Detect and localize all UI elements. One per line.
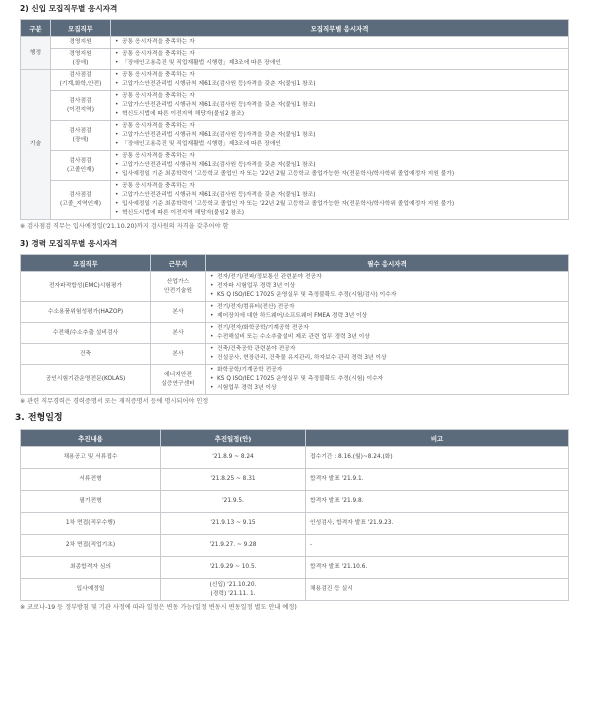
schedule-table-body	[21, 447, 569, 601]
table-row	[21, 491, 569, 513]
qualification-list	[210, 345, 564, 363]
schedule-date-cell	[161, 447, 306, 469]
workplace-line: 에너지안전	[164, 371, 192, 378]
qualification-cell	[111, 37, 569, 49]
schedule-date-line: '21.9.5.	[222, 498, 244, 504]
header-required-qualification: 필수 응시자격	[206, 255, 569, 272]
qualification-item: • 화학공학/기계공학 전공자	[210, 366, 564, 375]
table-row	[21, 535, 569, 557]
qualification-cell	[111, 151, 569, 181]
qualification-item: • KS Q ISO/IEC 17025 운영실무 및 측정불확도 추정(시험) 이수자	[210, 375, 564, 384]
qualification-item: • 공통 응시자격을 충족하는 자	[115, 92, 564, 101]
schedule-table	[20, 429, 569, 601]
schedule-date-line: '21.9.27. ~ 9.28	[209, 542, 257, 548]
schedule-date-line: '21.9.29 ~ 10.5.	[209, 564, 257, 570]
schedule-remark-cell: 인성검사, 합격자 발표 '21.9.23.	[306, 513, 569, 535]
experienced-qualification-table	[20, 254, 569, 395]
job-cell	[51, 151, 111, 181]
qualification-item: • 수전해설비 또는 수소추출설비 제조 관련 업무 경력 3년 이상	[210, 333, 564, 342]
table-row	[21, 37, 569, 49]
qualification-cell	[111, 121, 569, 151]
schedule-date-cell	[161, 469, 306, 491]
category-cell: 기술	[21, 70, 51, 220]
table-row	[21, 181, 569, 220]
qualification-item: • 「장애인고용촉진 및 직업재활법 시행령」제3조에 따른 장애인	[115, 140, 564, 149]
schedule-item-cell: 입사예정일	[21, 579, 161, 601]
qualification-item: • 입사예정일 기준 최종학력이 '고등학교 졸업인 자 또는 '22년 2월 고등학교 졸업가능한 자(전문학사/학사학위 졸업예정자 지원 불가)	[115, 200, 564, 209]
table-row	[21, 365, 569, 395]
job-cell	[51, 49, 111, 70]
workplace-cell	[151, 302, 206, 323]
table-row	[21, 579, 569, 601]
qualification-item: • 전자/전기/전파/정보통신 관련분야 전공자	[210, 273, 564, 282]
job-cell: 수소용품위험성평가(HAZOP)	[21, 302, 151, 323]
schedule-date-line: '21.9.13 ~ 9.15	[210, 520, 256, 526]
job-cell: 건축	[21, 344, 151, 365]
job-name-line: (기계,화학,안전)	[59, 81, 102, 87]
schedule-remark-cell: 합격자 발표 '21.9.8.	[306, 491, 569, 513]
schedule-note: ※ 코로나-19 등 정부방침 및 기관 사정에 따라 일정은 변동 가능(일정 변동시 변동일정 별도 안내 예정)	[20, 604, 297, 611]
job-cell	[51, 37, 111, 49]
schedule-item-cell: 필기전형	[21, 491, 161, 513]
section-title-schedule: 3. 전형일정	[15, 413, 63, 423]
qualification-item: • 공통 응시자격을 충족하는 자	[115, 152, 564, 161]
job-name-line: 경영지원	[69, 51, 92, 57]
table-row	[21, 49, 569, 70]
qualification-list	[210, 324, 564, 342]
job-name-line: (고졸_지역인재)	[59, 201, 102, 207]
workplace-line: 본사	[172, 329, 184, 336]
job-name-line: 검사점검	[69, 127, 92, 134]
qualification-cell	[206, 272, 569, 302]
qualification-cell	[111, 70, 569, 91]
qualification-item: • 혁신도시법에 따른 이전지역 해당자(붙임2 참조)	[115, 110, 564, 119]
qualification-item: • 공통 응시자격을 충족하는 자	[115, 50, 564, 59]
qualification-item: • 고압가스안전관리법 시행규칙 제61조(검사원 등)자격을 갖춘 자(붙임1 참조)	[115, 191, 564, 200]
qualification-list	[115, 38, 564, 47]
schedule-date-cell	[161, 579, 306, 601]
header-job: 모집직무	[21, 255, 151, 272]
schedule-item-cell: 2차 면접(직업기초)	[21, 535, 161, 557]
header-date: 추진일정(안)	[161, 430, 306, 447]
qualification-item: • 건축/건축공학 관련분야 전공자	[210, 345, 564, 354]
job-cell	[51, 91, 111, 121]
qualification-item: • 전자파 시험업무 경력 3년 이상	[210, 282, 564, 291]
job-name-line: 검사점검	[69, 157, 92, 164]
workplace-cell	[151, 344, 206, 365]
job-name-line: 경영지원	[69, 39, 92, 45]
schedule-date-cell	[161, 535, 306, 557]
qualification-cell	[206, 365, 569, 395]
qualification-item: • 「장애인고용촉진 및 직업재활법 시행령」제3조에 따른 장애인	[115, 59, 564, 68]
qualification-list	[115, 50, 564, 68]
job-cell: 전자파적합성(EMC)시험평가	[21, 272, 151, 302]
qualification-item: • 제어장치에 대한 하드웨어/소프트웨어 FMEA 경력 3년 이상	[210, 312, 564, 321]
experienced-table-body	[21, 272, 569, 395]
job-name-line: 검사점검	[69, 97, 92, 104]
table-row	[21, 344, 569, 365]
qualification-item: • 공통 응시자격을 충족하는 자	[115, 38, 564, 47]
schedule-item-cell: 채용공고 및 서류접수	[21, 447, 161, 469]
workplace-line: 본사	[172, 350, 184, 357]
qualification-list	[210, 273, 564, 300]
qualification-list	[210, 303, 564, 321]
qualification-item: • 공통 응시자격을 충족하는 자	[115, 122, 564, 131]
header-item: 추진내용	[21, 430, 161, 447]
qualification-item: • 시험업무 경력 3년 이상	[210, 384, 564, 393]
schedule-date-cell	[161, 491, 306, 513]
job-cell	[51, 121, 111, 151]
header-workplace: 근무지	[151, 255, 206, 272]
schedule-remark-cell: 합격자 발표 '21.9.1.	[306, 469, 569, 491]
header-remark: 비고	[306, 430, 569, 447]
job-cell: 수전해/수소추출 설비검사	[21, 323, 151, 344]
qualification-cell	[111, 49, 569, 70]
qualification-cell	[111, 181, 569, 220]
workplace-cell	[151, 323, 206, 344]
table-row	[21, 323, 569, 344]
qualification-item: • 건설공사, 현장관리, 건축물 유지관리, 하자보수 관리 경력 3년 이상	[210, 354, 564, 363]
workplace-cell	[151, 365, 206, 395]
qualification-cell	[206, 323, 569, 344]
schedule-date-line: (경력) '21.11. 1.	[210, 590, 256, 597]
new-hire-note: ※ 검사점검 직무는 입사예정일('21.10.20)까지 검사원의 자격을 갖추어야 함	[20, 223, 229, 230]
qualification-item: • 혁신도시법에 따른 이전지역 해당자(붙임2 참조)	[115, 209, 564, 218]
table-row	[21, 447, 569, 469]
schedule-remark-cell: -	[306, 535, 569, 557]
schedule-item-cell: 서류전형	[21, 469, 161, 491]
schedule-date-line: '21.8.25 ~ 8.31	[210, 476, 256, 482]
category-cell: 행정	[21, 37, 51, 70]
table-row	[21, 469, 569, 491]
qualification-item: • 입사예정일 기준 최종학력이 '고등학교 졸업인 자 또는 '22년 2월 고등학교 졸업가능한 자(전문학사/학사학위 졸업예정자 지원 불가)	[115, 170, 564, 179]
job-cell	[51, 70, 111, 91]
schedule-remark-cell: 접수기간 : 8.16.(월)~8.24.(화)	[306, 447, 569, 469]
qualification-item: • 공통 응시자격을 충족하는 자	[115, 71, 564, 80]
qualification-cell	[206, 344, 569, 365]
qualification-item: • 고압가스안전관리법 시행규칙 제61조(검사원 등)자격을 갖춘 자(붙임1 참조)	[115, 80, 564, 89]
schedule-date-line: (신입) '21.10.20.	[209, 581, 257, 588]
workplace-line: 본사	[172, 308, 184, 315]
header-category: 구분	[21, 20, 51, 37]
qualification-cell	[111, 91, 569, 121]
job-name-line: (고졸인재)	[67, 166, 94, 173]
job-name-line: (장애)	[72, 60, 89, 66]
qualification-list	[115, 152, 564, 179]
qualification-list	[115, 182, 564, 218]
qualification-item: • 고압가스안전관리법 시행규칙 제61조(검사원 등)자격을 갖춘 자(붙임1 참조)	[115, 161, 564, 170]
table-row	[21, 513, 569, 535]
qualification-item: • 전기/전자/화학공학/기계공학 전공자	[210, 324, 564, 333]
qualification-item: • KS Q ISO/IEC 17025 운영실무 및 측정불확도 추정(시험/검사) 이수자	[210, 291, 564, 300]
qualification-list	[210, 366, 564, 393]
section-title-experienced: 3) 경력 모집직무별 응시자격	[20, 239, 118, 248]
schedule-item-cell: 1차 면접(직무수행)	[21, 513, 161, 535]
qualification-item: • 고압가스안전관리법 시행규칙 제61조(검사원 등)자격을 갖춘 자(붙임1 참조)	[115, 131, 564, 140]
qualification-item: • 전기/전자/컴퓨터(전산) 전공자	[210, 303, 564, 312]
qualification-list	[115, 92, 564, 119]
schedule-date-cell	[161, 557, 306, 579]
job-name-line: 검사점검	[69, 192, 92, 198]
workplace-line: 산업가스	[166, 278, 190, 285]
qualification-list	[115, 122, 564, 149]
schedule-item-cell: 최종합격자 심의	[21, 557, 161, 579]
job-name-line: 검사점검	[69, 72, 92, 78]
table-row	[21, 151, 569, 181]
experienced-note: ※ 관련 직무경력은 경력증명서 또는 재직증명서 등에 명시되어야 인정	[20, 398, 209, 405]
schedule-remark-cell: 채용검진 등 실시	[306, 579, 569, 601]
job-name-line: (장애)	[72, 136, 89, 143]
table-header-row	[21, 430, 569, 447]
table-header-row	[21, 255, 569, 272]
new-hire-table-body	[21, 37, 569, 220]
table-row	[21, 91, 569, 121]
schedule-date-cell	[161, 513, 306, 535]
qualification-list	[115, 71, 564, 89]
workplace-line: 실증연구센터	[161, 380, 195, 387]
table-header-row	[21, 20, 569, 37]
qualification-cell	[206, 302, 569, 323]
header-qualification: 모집직무별 응시자격	[111, 20, 569, 37]
schedule-date-line: '21.8.9 ~ 8.24	[212, 454, 254, 460]
workplace-line: 안전기술원	[164, 287, 192, 294]
table-row	[21, 272, 569, 302]
qualification-item: • 공통 응시자격을 충족하는 자	[115, 182, 564, 191]
workplace-cell	[151, 272, 206, 302]
new-hire-qualification-table	[20, 19, 569, 220]
job-cell	[51, 181, 111, 220]
schedule-remark-cell: 합격자 발표 '21.10.6.	[306, 557, 569, 579]
section-title-new-hire: 2) 신입 모집직무별 응시자격	[20, 4, 118, 13]
job-name-line: (이전지역)	[67, 106, 94, 113]
table-row	[21, 557, 569, 579]
table-row	[21, 70, 569, 91]
table-row	[21, 302, 569, 323]
job-cell: 공인시험기관운영전문(KOLAS)	[21, 365, 151, 395]
header-job: 모집직무	[51, 20, 111, 37]
qualification-item: • 고압가스안전관리법 시행규칙 제61조(검사원 등)자격을 갖춘 자(붙임1 참조)	[115, 101, 564, 110]
table-row	[21, 121, 569, 151]
